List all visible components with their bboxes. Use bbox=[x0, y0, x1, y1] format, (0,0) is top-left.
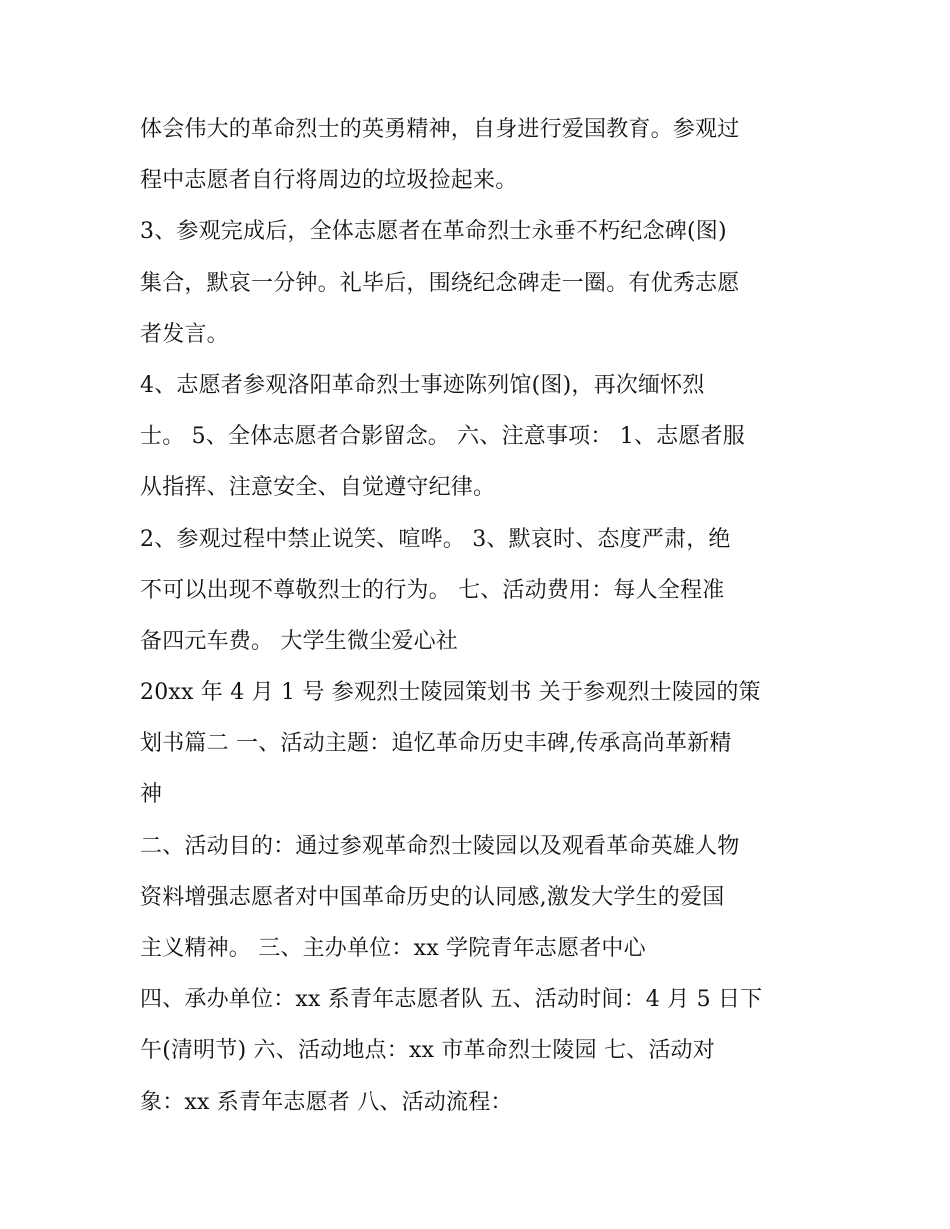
text-line: 体会伟大的革命烈士的英勇精神，自身进行爱国教育。参观过 bbox=[140, 117, 740, 142]
text-line: 神 bbox=[140, 782, 163, 808]
text-line: 士。 5、全体志愿者合影留念。 六、注意事项： 1、志愿者服 bbox=[140, 424, 745, 450]
text-line: 4、志愿者参观洛阳革命烈士事迹陈列馆(图)，再次缅怀烈 bbox=[140, 372, 705, 398]
text-line: 3、参观完成后，全体志愿者在革命烈士永垂不朽纪念碑(图) bbox=[140, 219, 727, 245]
document-body bbox=[140, 104, 830, 1128]
text-line: 程中志愿者自行将周边的垃圾捡起来。 bbox=[140, 168, 518, 194]
text-line: 二、活动目的：通过参观革命烈士陵园以及观看革命英雄人物 bbox=[140, 833, 740, 859]
text-line: 不可以出现不尊敬烈士的行为。 七、活动费用：每人全程准 bbox=[140, 577, 725, 603]
text-line: 午(清明节) 六、活动地点：xx 市革命烈士陵园 七、活动对 bbox=[140, 1038, 715, 1064]
text-line: 备四元车费。 大学生微尘爱心社 bbox=[140, 628, 458, 654]
text-line: 四、承办单位：xx 系青年志愿者队 五、活动时间：4 月 5 日下 bbox=[140, 987, 763, 1013]
text-line: 2、参观过程中禁止说笑、喧哗。 3、默哀时、态度严肃，绝 bbox=[140, 526, 731, 552]
text-line: 主义精神。 三、主办单位：xx 学院青年志愿者中心 bbox=[140, 936, 646, 961]
text-line: 象：xx 系青年志愿者 八、活动流程： bbox=[140, 1089, 513, 1115]
text-line: 资料增强志愿者对中国革命历史的认同感,激发大学生的爱国 bbox=[140, 884, 725, 910]
text-line: 20xx 年 4 月 1 号 参观烈士陵园策划书 关于参观烈士陵园的策 bbox=[140, 680, 761, 706]
text-line: 从指挥、注意安全、自觉遵守纪律。 bbox=[140, 475, 496, 501]
text-line: 集合，默哀一分钟。礼毕后，围绕纪念碑走一圈。有优秀志愿 bbox=[140, 270, 740, 296]
text-line: 划书篇二 一、活动主题：追忆革命历史丰碑,传承高尚革新精 bbox=[140, 731, 732, 757]
text-line: 者发言。 bbox=[140, 321, 229, 347]
